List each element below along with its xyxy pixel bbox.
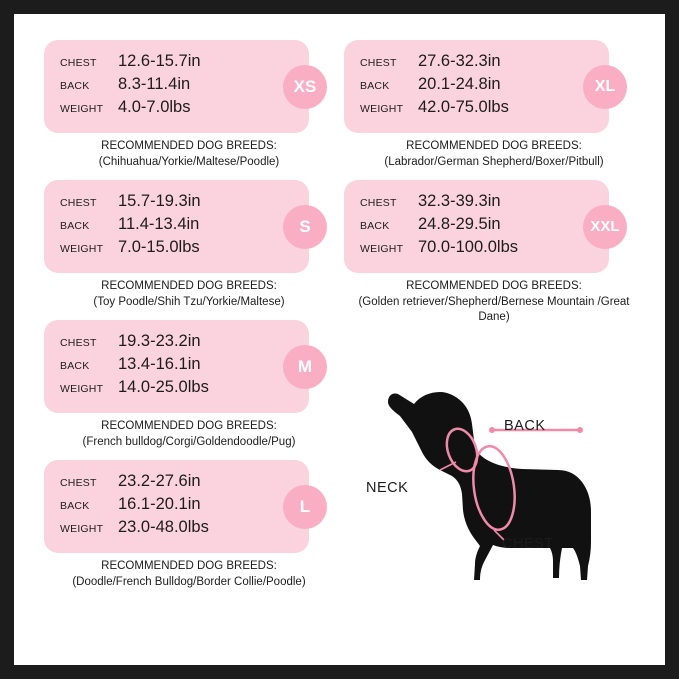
breeds-heading: RECOMMENDED DOG BREEDS: — [406, 140, 582, 152]
size-entry-xl — [344, 40, 644, 170]
breeds-block-xl — [344, 139, 644, 170]
measurement-value-back: 16.1-20.1in — [118, 495, 201, 514]
measurement-label-back: BACK — [60, 220, 90, 233]
measurement-label-chest: CHEST — [60, 337, 97, 350]
diagram-label-back: BACK — [504, 418, 546, 434]
size-badge-m: M — [283, 345, 327, 389]
measurement-value-chest: 12.6-15.7in — [118, 52, 201, 70]
measurement-label-chest: CHEST — [360, 57, 397, 69]
measurement-value-back: 11.4-13.4in — [118, 215, 200, 234]
measurement-value-weight: 4.0-7.0lbs — [118, 98, 191, 116]
measurement-value-chest: 15.7-19.3in — [118, 192, 201, 211]
measurement-label-back: BACK — [60, 80, 90, 92]
measurement-row-back — [360, 75, 595, 98]
measurement-row-weight — [60, 518, 295, 541]
size-card-s — [44, 180, 309, 273]
measurement-row-weight — [60, 238, 295, 261]
measurement-value-chest: 32.3-39.3in — [418, 192, 501, 211]
size-entry-s — [44, 180, 334, 310]
measurement-label-chest: CHEST — [60, 197, 97, 210]
measurement-value-weight: 7.0-15.0lbs — [118, 238, 200, 257]
measurement-label-weight: WEIGHT — [60, 383, 104, 396]
measurement-row-chest — [60, 192, 295, 215]
breeds-list: (Chihuahua/Yorkie/Maltese/Poodle) — [98, 155, 280, 168]
measurement-label-chest: CHEST — [360, 197, 397, 210]
breeds-block-l — [44, 559, 334, 590]
diagram-label-neck: NECK — [366, 480, 409, 496]
measurement-row-weight — [360, 98, 595, 121]
measurement-value-weight: 14.0-25.0lbs — [118, 378, 209, 397]
measurement-label-weight: WEIGHT — [60, 243, 104, 256]
size-badge-l: L — [283, 485, 327, 529]
measurement-label-chest: CHEST — [60, 477, 97, 490]
size-chart-page — [14, 14, 665, 665]
size-badge-xl: XL — [583, 65, 627, 109]
breeds-block-s — [44, 279, 334, 310]
measurement-row-back — [60, 355, 295, 378]
measurement-label-back: BACK — [60, 360, 90, 373]
breeds-block-xs — [44, 139, 334, 170]
measurement-label-back: BACK — [360, 80, 390, 92]
measurement-value-back: 8.3-11.4in — [118, 75, 191, 93]
breeds-block-xxl — [344, 279, 644, 326]
size-column-right — [344, 40, 644, 336]
breeds-heading: RECOMMENDED DOG BREEDS: — [101, 280, 277, 293]
measurement-value-back: 24.8-29.5in — [418, 215, 501, 234]
measurement-label-back: BACK — [360, 220, 390, 233]
measurement-row-back — [360, 215, 595, 238]
measurement-label-weight: WEIGHT — [60, 103, 104, 115]
breeds-heading: RECOMMENDED DOG BREEDS: — [406, 280, 582, 293]
breeds-list: (Doodle/French Bulldog/Border Collie/Poodle) — [72, 575, 306, 588]
measurement-label-weight: WEIGHT — [360, 243, 404, 256]
size-badge-xs: XS — [283, 65, 327, 109]
measurement-row-weight — [60, 98, 295, 121]
size-card-xl — [344, 40, 616, 133]
size-entry-xs — [44, 40, 334, 170]
size-column-left — [44, 40, 334, 600]
measurement-label-chest: CHEST — [60, 57, 97, 69]
measurement-row-weight — [60, 378, 295, 401]
measurement-row-chest — [360, 192, 595, 215]
measurement-row-weight — [360, 238, 595, 261]
measurement-value-chest: 19.3-23.2in — [118, 332, 201, 351]
breeds-list: (Labrador/German Shepherd/Boxer/Pitbull) — [384, 155, 604, 168]
size-badge-xxl: XXL — [583, 205, 627, 249]
dog-measurement-diagram — [344, 366, 644, 616]
measurement-label-weight: WEIGHT — [360, 103, 404, 115]
breeds-heading: RECOMMENDED DOG BREEDS: — [101, 560, 277, 573]
breeds-list: (French bulldog/Corgi/Goldendoodle/Pug) — [82, 435, 296, 448]
measurement-label-back: BACK — [60, 500, 90, 513]
measurement-label-weight: WEIGHT — [60, 523, 104, 536]
size-entry-xxl — [344, 180, 644, 326]
measurement-row-back — [60, 75, 295, 98]
breeds-block-m — [44, 419, 334, 450]
measurement-value-weight: 23.0-48.0lbs — [118, 518, 209, 537]
measurement-value-back: 13.4-16.1in — [118, 355, 201, 374]
measurement-row-back — [60, 495, 295, 518]
measurement-row-chest — [60, 332, 295, 355]
size-card-m — [44, 320, 313, 413]
measurement-row-chest — [60, 52, 295, 75]
size-card-l — [44, 460, 309, 553]
measurement-row-back — [60, 215, 295, 238]
measurement-value-back: 20.1-24.8in — [418, 75, 501, 93]
size-card-xxl — [344, 180, 620, 273]
diagram-label-chest: CHEST — [502, 536, 554, 552]
measurement-value-chest: 23.2-27.6in — [118, 472, 201, 491]
breeds-heading: RECOMMENDED DOG BREEDS: — [101, 140, 277, 152]
size-entry-l — [44, 460, 334, 590]
measurement-value-weight: 42.0-75.0lbs — [418, 98, 509, 116]
breeds-heading: RECOMMENDED DOG BREEDS: — [101, 420, 277, 433]
breeds-list: (Golden retriever/Shepherd/Bernese Mountain /Great Dane) — [358, 295, 630, 324]
breeds-list: (Toy Poodle/Shih Tzu/Yorkie/Maltese) — [93, 295, 285, 308]
measurement-row-chest — [360, 52, 595, 75]
measurement-row-chest — [60, 472, 295, 495]
size-card-xs — [44, 40, 317, 133]
measurement-value-weight: 70.0-100.0lbs — [418, 238, 518, 257]
measurement-value-chest: 27.6-32.3in — [418, 52, 501, 70]
size-entry-m — [44, 320, 334, 450]
size-badge-s: S — [283, 205, 327, 249]
